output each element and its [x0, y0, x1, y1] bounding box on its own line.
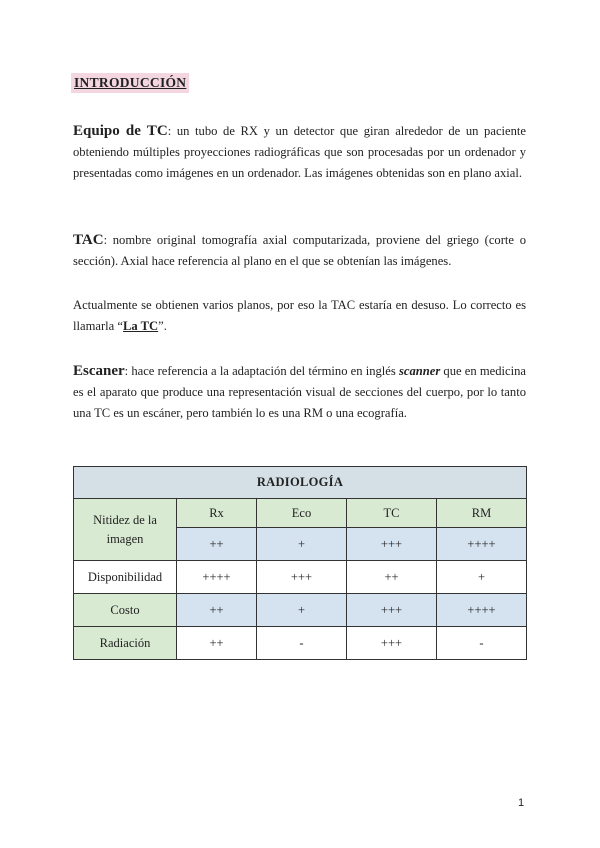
cell-nitidez-tc: +++ [347, 528, 437, 561]
paragraph-escaner [73, 361, 526, 424]
term-escaner: Escaner [73, 363, 125, 379]
cell-costo-eco: + [257, 594, 347, 627]
row-label-costo: Costo [74, 594, 177, 627]
radiology-table [73, 466, 527, 660]
paragraph-text: Actualmente se obtienen varios planos, por eso la TAC estaría en desuso. Lo correcto es llamarla “ [73, 298, 526, 333]
cell-nitidez-eco: + [257, 528, 347, 561]
column-header-eco: Eco [257, 499, 347, 528]
term-equipo-tc: Equipo de TC [73, 123, 168, 139]
paragraph-text: : nombre original tomografía axial computarizada, proviene del griego (corte o sección). Axial hace referencia al plano en el que se obtenían las imágenes. [73, 233, 526, 268]
column-header-tc: TC [347, 499, 437, 528]
cell-disponibilidad-eco: +++ [257, 561, 347, 594]
cell-radiacion-rm: - [437, 627, 527, 660]
cell-nitidez-rm: ++++ [437, 528, 527, 561]
paragraph-actualmente [73, 295, 526, 337]
cell-radiacion-tc: +++ [347, 627, 437, 660]
term-tac: TAC [73, 232, 104, 248]
section-heading: INTRODUCCIÓN [71, 73, 189, 93]
cell-radiacion-rx: ++ [177, 627, 257, 660]
cell-costo-rx: ++ [177, 594, 257, 627]
column-header-rx: Rx [177, 499, 257, 528]
highlight-la-tc: La TC [123, 319, 159, 333]
cell-disponibilidad-tc: ++ [347, 561, 437, 594]
cell-disponibilidad-rm: + [437, 561, 527, 594]
row-label-radiacion: Radiación [74, 627, 177, 660]
row-label-disponibilidad: Disponibilidad [74, 561, 177, 594]
cell-disponibilidad-rx: ++++ [177, 561, 257, 594]
cell-costo-tc: +++ [347, 594, 437, 627]
row-label-nitidez: Nitidez de la imagen [74, 499, 177, 561]
paragraph-tac [73, 230, 526, 272]
emph-scanner: scanner [398, 364, 441, 378]
cell-nitidez-rx: ++ [177, 528, 257, 561]
cell-radiacion-eco: - [257, 627, 347, 660]
column-header-rm: RM [437, 499, 527, 528]
page-number: 1 [518, 797, 525, 809]
paragraph-text-b: que en medicina es el aparato que produce una representación visual de secciones del cuerpo, por lo tanto una TC es un escáner, pero también lo es una RM o una ecografía. [73, 364, 526, 420]
paragraph-text: : un tubo de RX y un detector que giran alrededor de un paciente obteniendo múltiples proyecciones radiográficas que son procesadas por un ordenador y presentadas como imágenes en un ordenador. Las imágenes obtenidas son en plano axial. [73, 124, 527, 180]
table-title: RADIOLOGÍA [74, 467, 527, 499]
paragraph-equipo-tc [73, 121, 526, 184]
paragraph-text-end: ”. [158, 319, 167, 333]
cell-costo-rm: ++++ [437, 594, 527, 627]
paragraph-text: : hace referencia a la adaptación del término en inglés [124, 364, 399, 378]
